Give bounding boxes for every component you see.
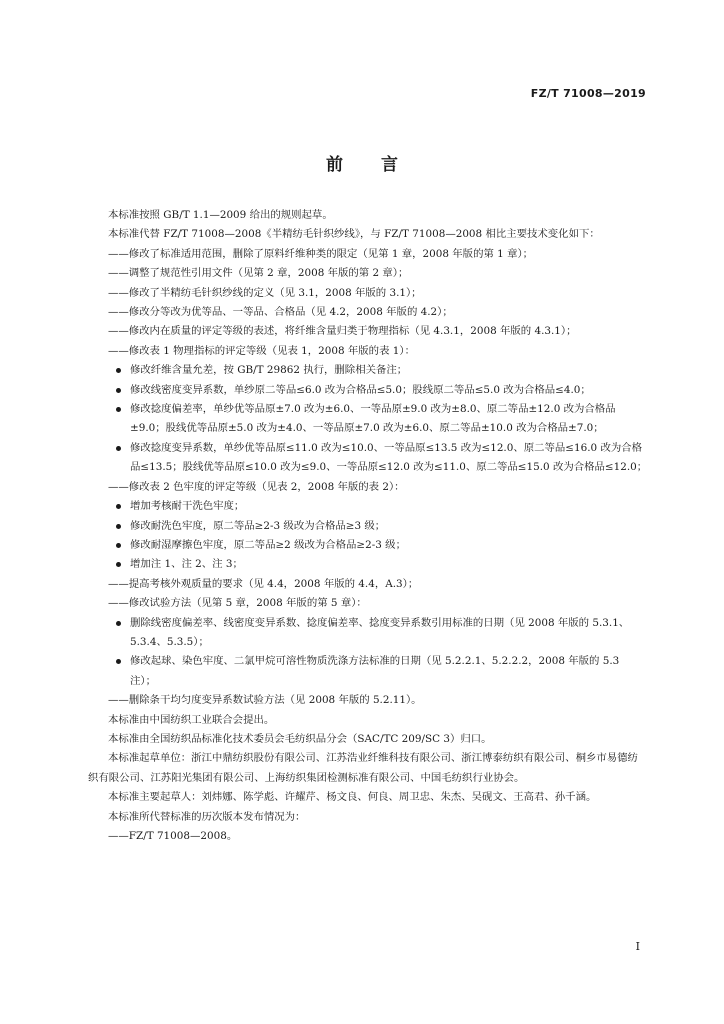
change-item: ——修改表 2 色牢度的评定等级（见表 2，2008 年版的表 2）：: [108, 480, 405, 493]
paragraph: 本标准代替 FZ/T 71008—2008《半精纺毛针织纱线》，与 FZ/T 71008—2008 相比主要技术变化如下：: [108, 228, 600, 241]
paragraph: 本标准由中国纺织工业联合会提出。: [108, 713, 275, 726]
change-item: ——修改分等改为优等品、一等品、合格品（见 4.2，2008 年版的 4.2）；: [108, 306, 453, 319]
bullet-text: 修改线密度变异系数，单纱原二等品≤6.0 改为合格品≤5.0；股线原二等品≤5.0 改为合格品≤4.0；: [130, 383, 591, 396]
bullet-dot-icon: [116, 659, 121, 664]
bullet-item: [88, 536, 648, 555]
paragraph: 本标准主要起草人：刘炜娜、陈学彪、许耀芹、杨文良、何良、周卫忠、朱杰、吴砚文、王高君、孙千涵。: [108, 791, 597, 804]
bullet-item: [88, 555, 648, 574]
bullet-text: 修改起球、染色牢度、二氯甲烷可溶性物质洗涤方法标准的日期（见 5.2.2.1、5.2.2.2，2008 年版的 5.3 注）；: [130, 655, 620, 687]
bullet-dot-icon: [116, 562, 121, 567]
change-item: ——调整了规范性引用文件（见第 2 章，2008 年版的第 2 章）；: [108, 267, 409, 280]
bullet-dot-icon: [116, 504, 121, 509]
bullet-dot-icon: [116, 368, 121, 373]
bullet-dot-icon: [116, 621, 121, 626]
standard-code: FZ/T 71008—2019: [530, 87, 646, 100]
bullet-item: [88, 439, 648, 478]
bullet-item: [88, 400, 648, 439]
bullet-item: [88, 652, 648, 691]
bullet-dot-icon: [116, 524, 121, 529]
bullet-item: [88, 497, 648, 516]
page-title: [0, 150, 724, 175]
bullet-text: 修改捻度偏差率，单纱优等品原±7.0 改为±6.0、一等品原±9.0 改为±8.0、原二等品±12.0 改为合格品±9.0；股线优等品原±5.0 改为±4.0、一等品原±7.0 改为±6.0、原二等品±10.0 改为合格品±7.0；: [130, 403, 616, 435]
change-item: ——提高考核外观质量的要求（见 4.4，2008 年版的 4.4，A.3）；: [108, 577, 419, 590]
bullet-text: 修改纤维含量允差，按 GB/T 29862 执行，删除相关备注；: [130, 364, 408, 377]
bullet-item: [88, 614, 648, 653]
paragraph: 本标准按照 GB/T 1.1—2009 给出的规则起草。: [108, 209, 333, 221]
change-item: ——FZ/T 71008—2008。: [108, 830, 238, 842]
change-item: ——删除条干均匀度变异系数试验方法（见 2008 年版的 5.2.11）。: [108, 694, 422, 707]
bullet-text: 修改耐湿摩擦色牢度，原二等品≥2 级改为合格品≥2-3 级；: [130, 538, 406, 551]
bullet-text: 增加注 1、注 2、注 3；: [130, 558, 243, 571]
change-item: ——修改了半精纺毛针织纱线的定义（见 3.1，2008 年版的 3.1）；: [108, 286, 422, 299]
title-char-2: 言: [381, 155, 398, 175]
change-item: ——修改试验方法（见第 5 章，2008 年版的第 5 章）：: [108, 597, 367, 610]
foreword-body: [88, 206, 648, 846]
page-number: I: [635, 940, 640, 953]
bullet-item: [88, 381, 648, 400]
paragraph: 本标准所代替标准的历次版本发布情况为：: [108, 810, 306, 823]
bullet-item: [88, 517, 648, 536]
bullet-dot-icon: [116, 543, 121, 548]
bullet-dot-icon: [116, 407, 121, 412]
bullet-text: 修改耐洗色牢度，原二等品≥2-3 级改为合格品≥3 级；: [130, 519, 386, 532]
bullet-text: 修改捻度变异系数，单纱优等品原≤11.0 改为≤10.0、一等品原≤13.5 改为≤12.0、原二等品≤16.0 改为合格品≤13.5；股线优等品原≤10.0 改为≤9.0、一等品原≤12.0 改为≤11.0、原二等品≤15.0 改为合格品≤12.0；: [130, 441, 648, 474]
paragraph: 本标准由全国纺织品标准化技术委员会毛纺织品分会（SAC/TC 209/SC 3）归口。: [108, 732, 492, 745]
change-item: ——修改内在质量的评定等级的表述，将纤维含量归类于物理指标（见 4.3.1，2008 年版的 4.3.1）；: [108, 325, 577, 338]
bullet-item: [88, 361, 648, 380]
title-char-1: 前: [326, 155, 343, 175]
change-item: ——修改表 1 物理指标的评定等级（见表 1，2008 年版的表 1）：: [108, 344, 415, 357]
bullet-dot-icon: [116, 446, 121, 451]
bullet-dot-icon: [116, 388, 121, 393]
bullet-text: 删除线密度偏差率、线密度变异系数、捻度偏差率、捻度变异系数引用标准的日期（见 2008 年版的 5.3.1、5.3.4、5.3.5）；: [130, 616, 630, 648]
paragraph: 本标准起草单位：浙江中鼎纺织股份有限公司、江苏浩业纤维科技有限公司、浙江博泰纺织有限公司、桐乡市易德纺织有限公司、江苏阳光集团有限公司、上海纺织集团检测标准有限公司、中国毛纺织行业协会。: [88, 752, 638, 784]
bullet-text: 增加考核耐干洗色牢度；: [130, 500, 245, 513]
change-item: ——修改了标准适用范围，删除了原料纤维种类的限定（见第 1 章，2008 年版的第 1 章）；: [108, 247, 534, 260]
